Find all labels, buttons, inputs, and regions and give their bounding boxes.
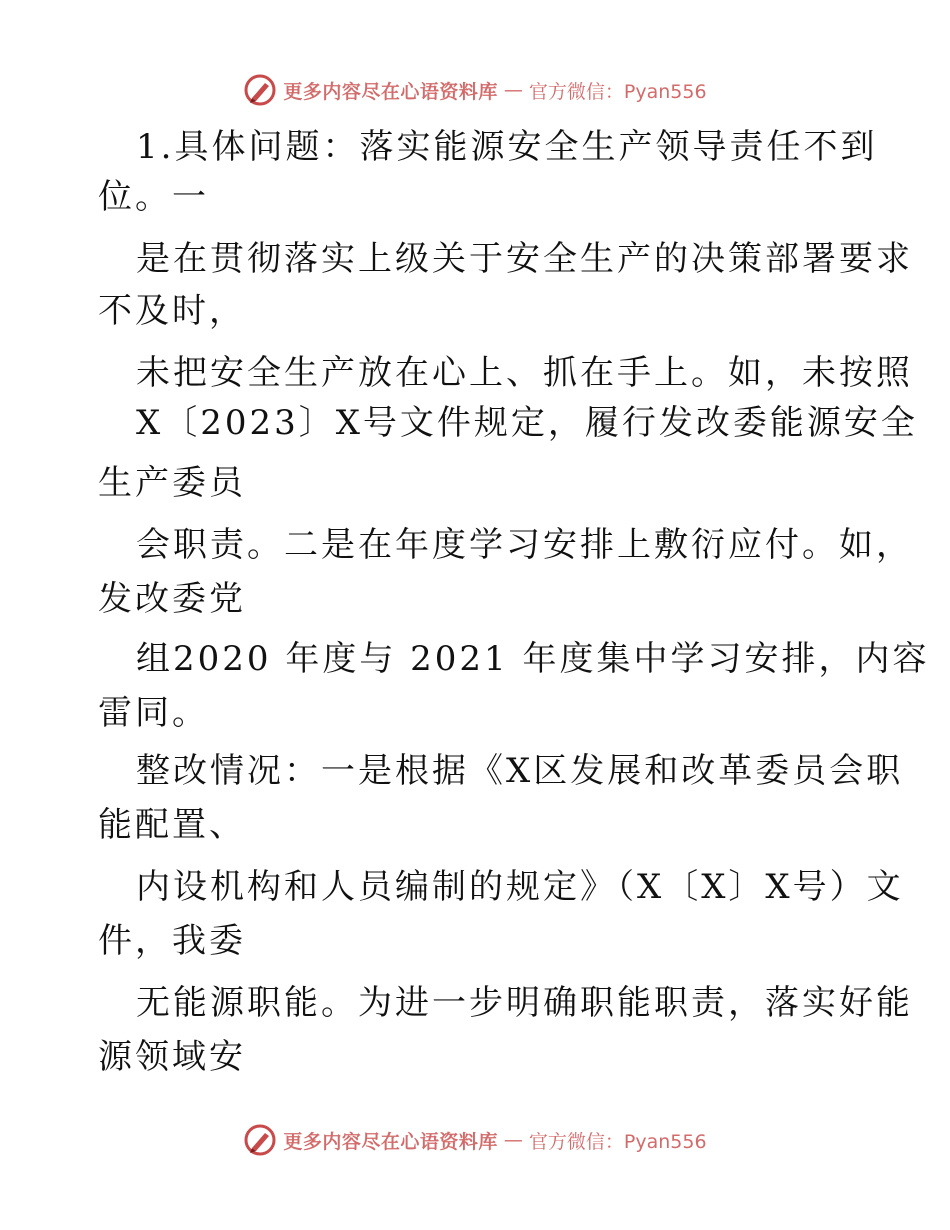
text-line: 会职责。二是在年度学习安排上敷衍应付。如， bbox=[136, 525, 913, 565]
watermark-suffix: 官方微信：Pyan556 bbox=[528, 1130, 707, 1153]
text-line: 未把安全生产放在心上、抓在手上。如，未按照 bbox=[136, 353, 913, 393]
text-line: 内设机构和人员编制的规定》（X〔X〕X号）文 bbox=[136, 867, 904, 907]
text-line: 组2020 年度与 2021 年度集中学习安排，内容 bbox=[136, 639, 930, 679]
text-line: 是在贯彻落实上级关于安全生产的决策部署要求 bbox=[136, 239, 913, 279]
text-line: 1.具体问题：落实能源安全生产领导责任不到 bbox=[136, 127, 878, 167]
pen-logo-icon bbox=[243, 1123, 277, 1157]
text-line: 无能源职能。为进一步明确职能职责，落实好能 bbox=[136, 983, 913, 1023]
text-line: 生产委员 bbox=[98, 463, 246, 503]
footer-watermark bbox=[0, 1120, 950, 1160]
text-line: 不及时， bbox=[98, 291, 246, 331]
text-line: 整改情况：一是根据《X区发展和改革委员会职 bbox=[136, 751, 904, 791]
watermark-dash: — bbox=[503, 1129, 523, 1151]
text-line: 位。一 bbox=[98, 177, 209, 217]
watermark-suffix: 官方微信：Pyan556 bbox=[528, 80, 707, 103]
text-line: 件，我委 bbox=[98, 921, 246, 961]
text-line: X〔2023〕X号文件规定，履行发改委能源安全 bbox=[136, 403, 918, 443]
text-line: 雷同。 bbox=[98, 693, 209, 733]
watermark-text: 更多内容尽在心语资料库 bbox=[283, 1130, 498, 1153]
text-line: 源领域安 bbox=[98, 1037, 246, 1077]
pen-logo-icon bbox=[243, 73, 277, 107]
text-line: 能配置、 bbox=[98, 805, 246, 845]
watermark-text: 更多内容尽在心语资料库 bbox=[283, 80, 498, 103]
header-watermark bbox=[0, 70, 950, 110]
watermark-dash: — bbox=[503, 79, 523, 101]
text-line: 发改委党 bbox=[98, 579, 246, 619]
